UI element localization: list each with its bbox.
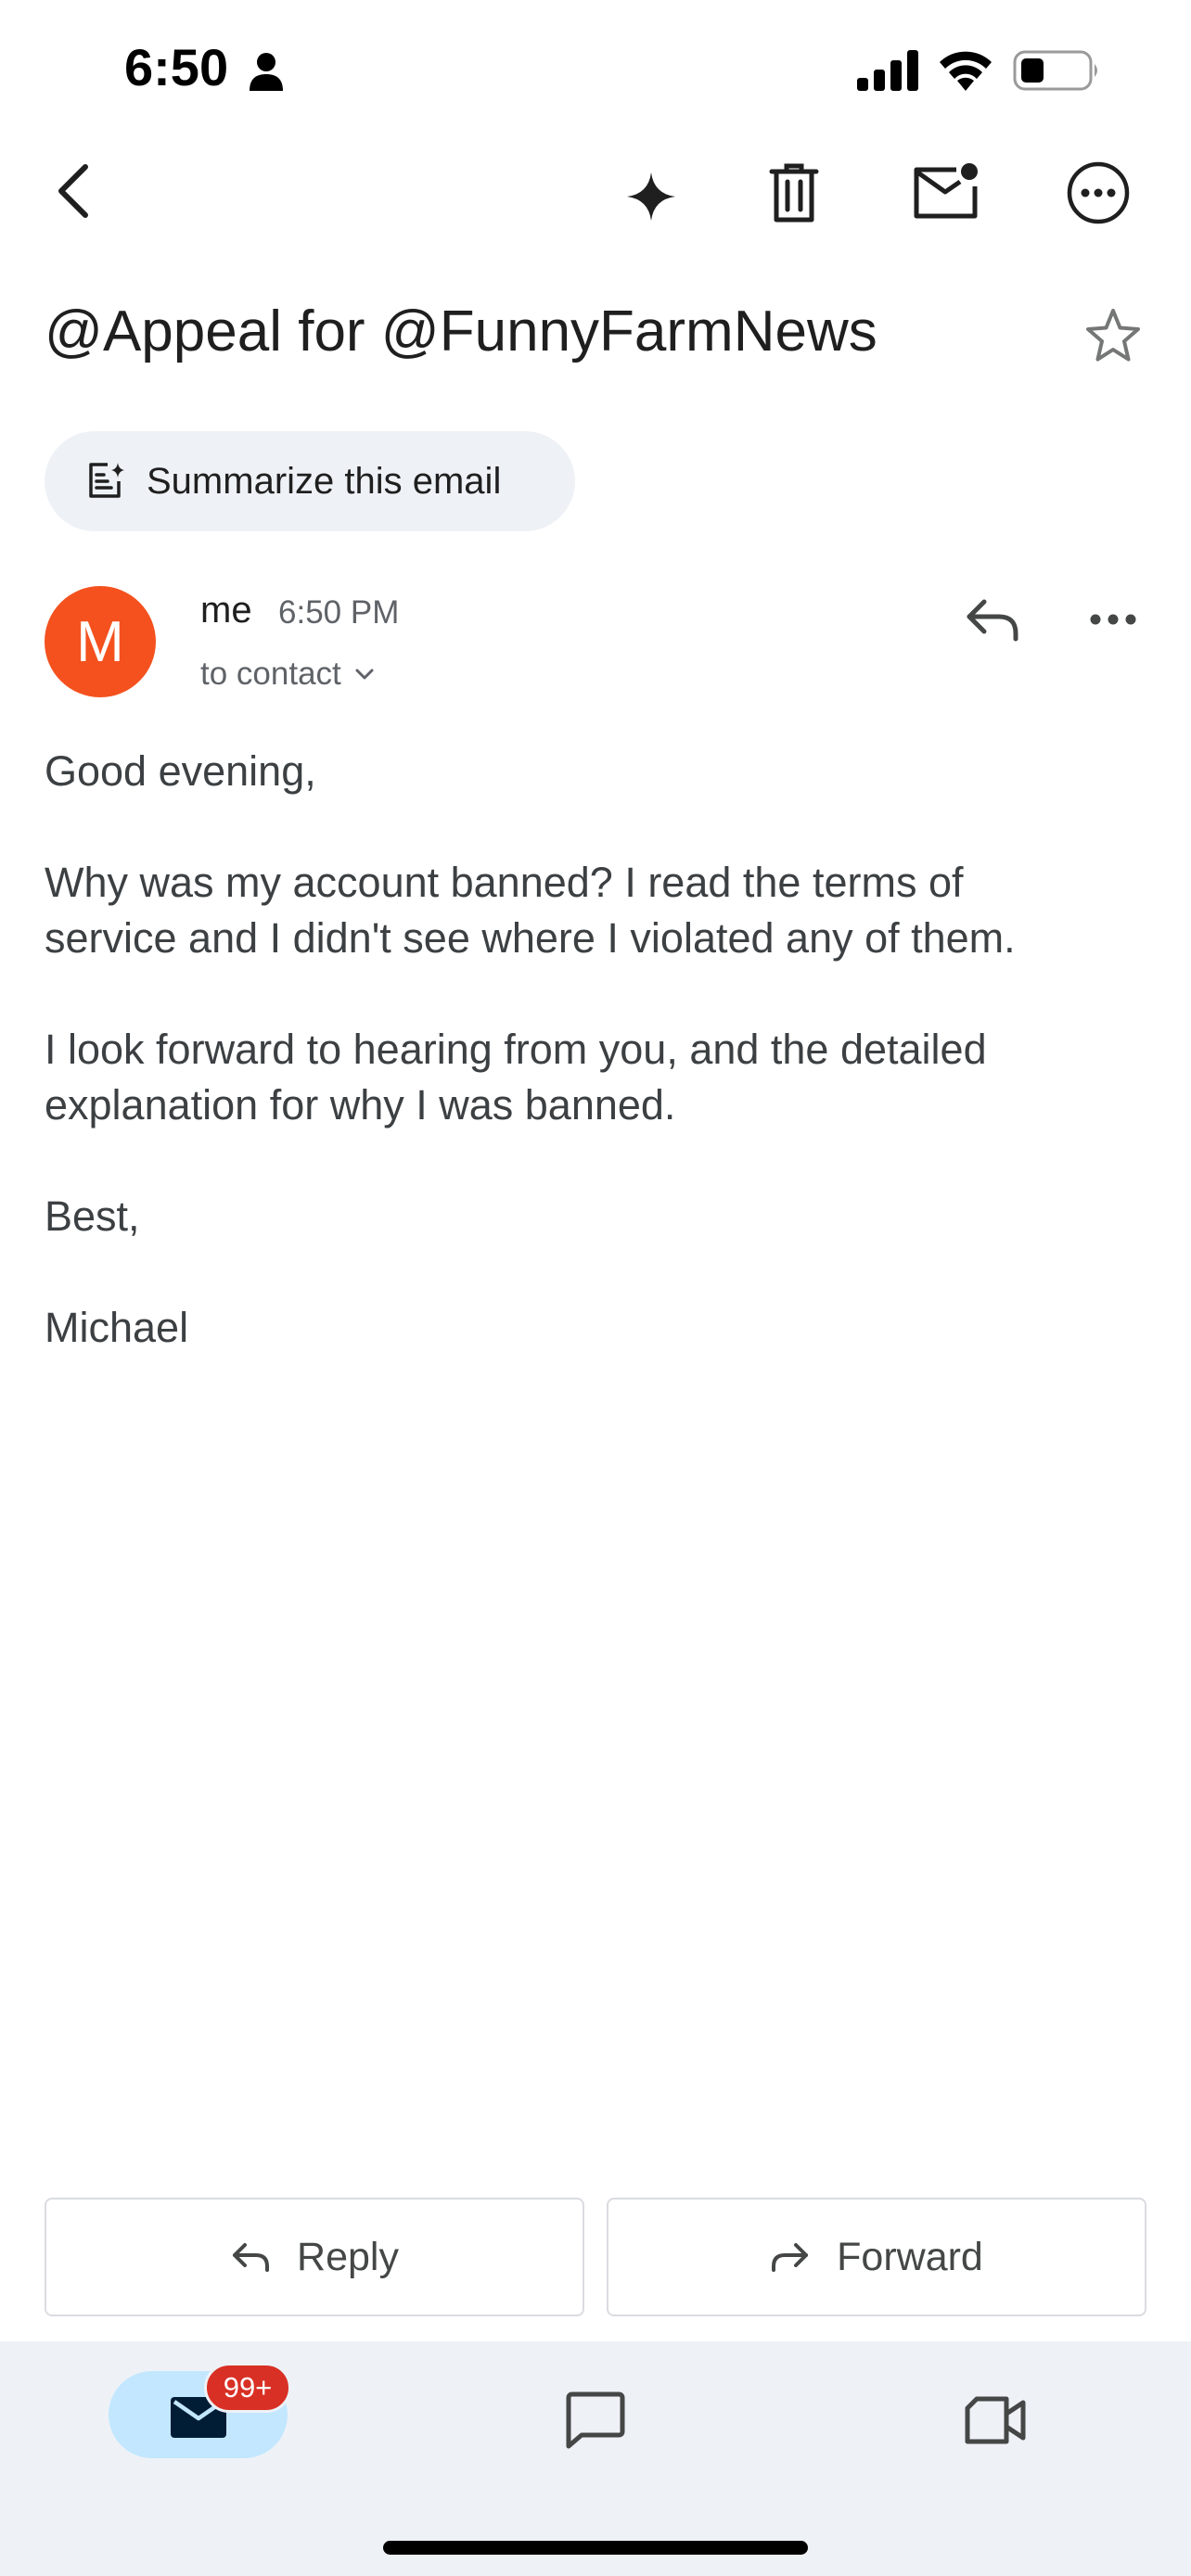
delete-button[interactable] — [757, 156, 831, 230]
message-more-button[interactable] — [1080, 593, 1146, 645]
cellular-signal-icon — [857, 50, 920, 91]
forward-label: Forward — [837, 2234, 983, 2279]
unread-count-badge: 99+ — [204, 2363, 291, 2413]
gemini-sparkle-icon — [625, 171, 677, 223]
body-signature: Michael — [45, 1304, 189, 1351]
recipient-label: to contact — [200, 656, 341, 692]
back-button[interactable] — [37, 154, 111, 228]
status-time: 6:50 — [124, 38, 229, 96]
more-horizontal-icon — [1066, 160, 1131, 225]
meet-video-icon — [962, 2395, 1027, 2445]
wifi-icon — [937, 48, 994, 91]
home-indicator[interactable] — [383, 2541, 808, 2555]
mark-unread-icon — [912, 160, 982, 222]
reply-icon — [230, 2240, 271, 2274]
reply-label: Reply — [297, 2234, 399, 2279]
nav-chat-tab[interactable] — [553, 2378, 638, 2463]
person-icon — [249, 52, 284, 91]
more-options-button[interactable] — [1059, 154, 1137, 232]
avatar[interactable]: M — [45, 586, 156, 697]
nav-meet-tab[interactable] — [952, 2378, 1037, 2463]
more-dots-icon — [1089, 613, 1137, 626]
trash-icon — [768, 162, 820, 223]
back-arrow-icon — [48, 161, 100, 221]
forward-button[interactable] — [607, 2198, 1146, 2316]
body-paragraph-1-line-1: Why was my account banned? I read the terms of — [45, 859, 964, 906]
reply-button[interactable] — [45, 2198, 584, 2316]
body-paragraph-1-line-2: service and I didn't see where I violated any of them. — [45, 914, 1016, 962]
body-paragraph-2-line-1: I look forward to hearing from you, and the detailed — [45, 1026, 987, 1073]
body-greeting: Good evening, — [45, 747, 316, 795]
summarize-label: Summarize this email — [147, 460, 502, 502]
gemini-button[interactable] — [614, 159, 688, 234]
recipient-details-toggle[interactable] — [200, 656, 375, 693]
body-closing: Best, — [45, 1192, 140, 1240]
battery-icon — [1013, 50, 1102, 91]
reply-button-header[interactable] — [959, 590, 1026, 649]
summary-sparkle-icon — [85, 461, 126, 502]
mark-unread-button[interactable] — [905, 154, 989, 228]
body-paragraph-2-line-2: explanation for why I was banned. — [45, 1081, 676, 1129]
sender-name: me — [200, 590, 252, 631]
chat-icon — [565, 2391, 626, 2450]
forward-icon — [770, 2240, 811, 2274]
star-icon — [1084, 308, 1142, 363]
email-subject: @Appeal for @FunnyFarmNews — [45, 300, 877, 363]
reply-arrow-icon — [964, 596, 1021, 643]
sent-time: 6:50 PM — [278, 594, 400, 631]
summarize-email-button[interactable] — [45, 431, 575, 531]
chevron-down-icon — [354, 668, 375, 681]
star-button[interactable] — [1080, 302, 1146, 369]
